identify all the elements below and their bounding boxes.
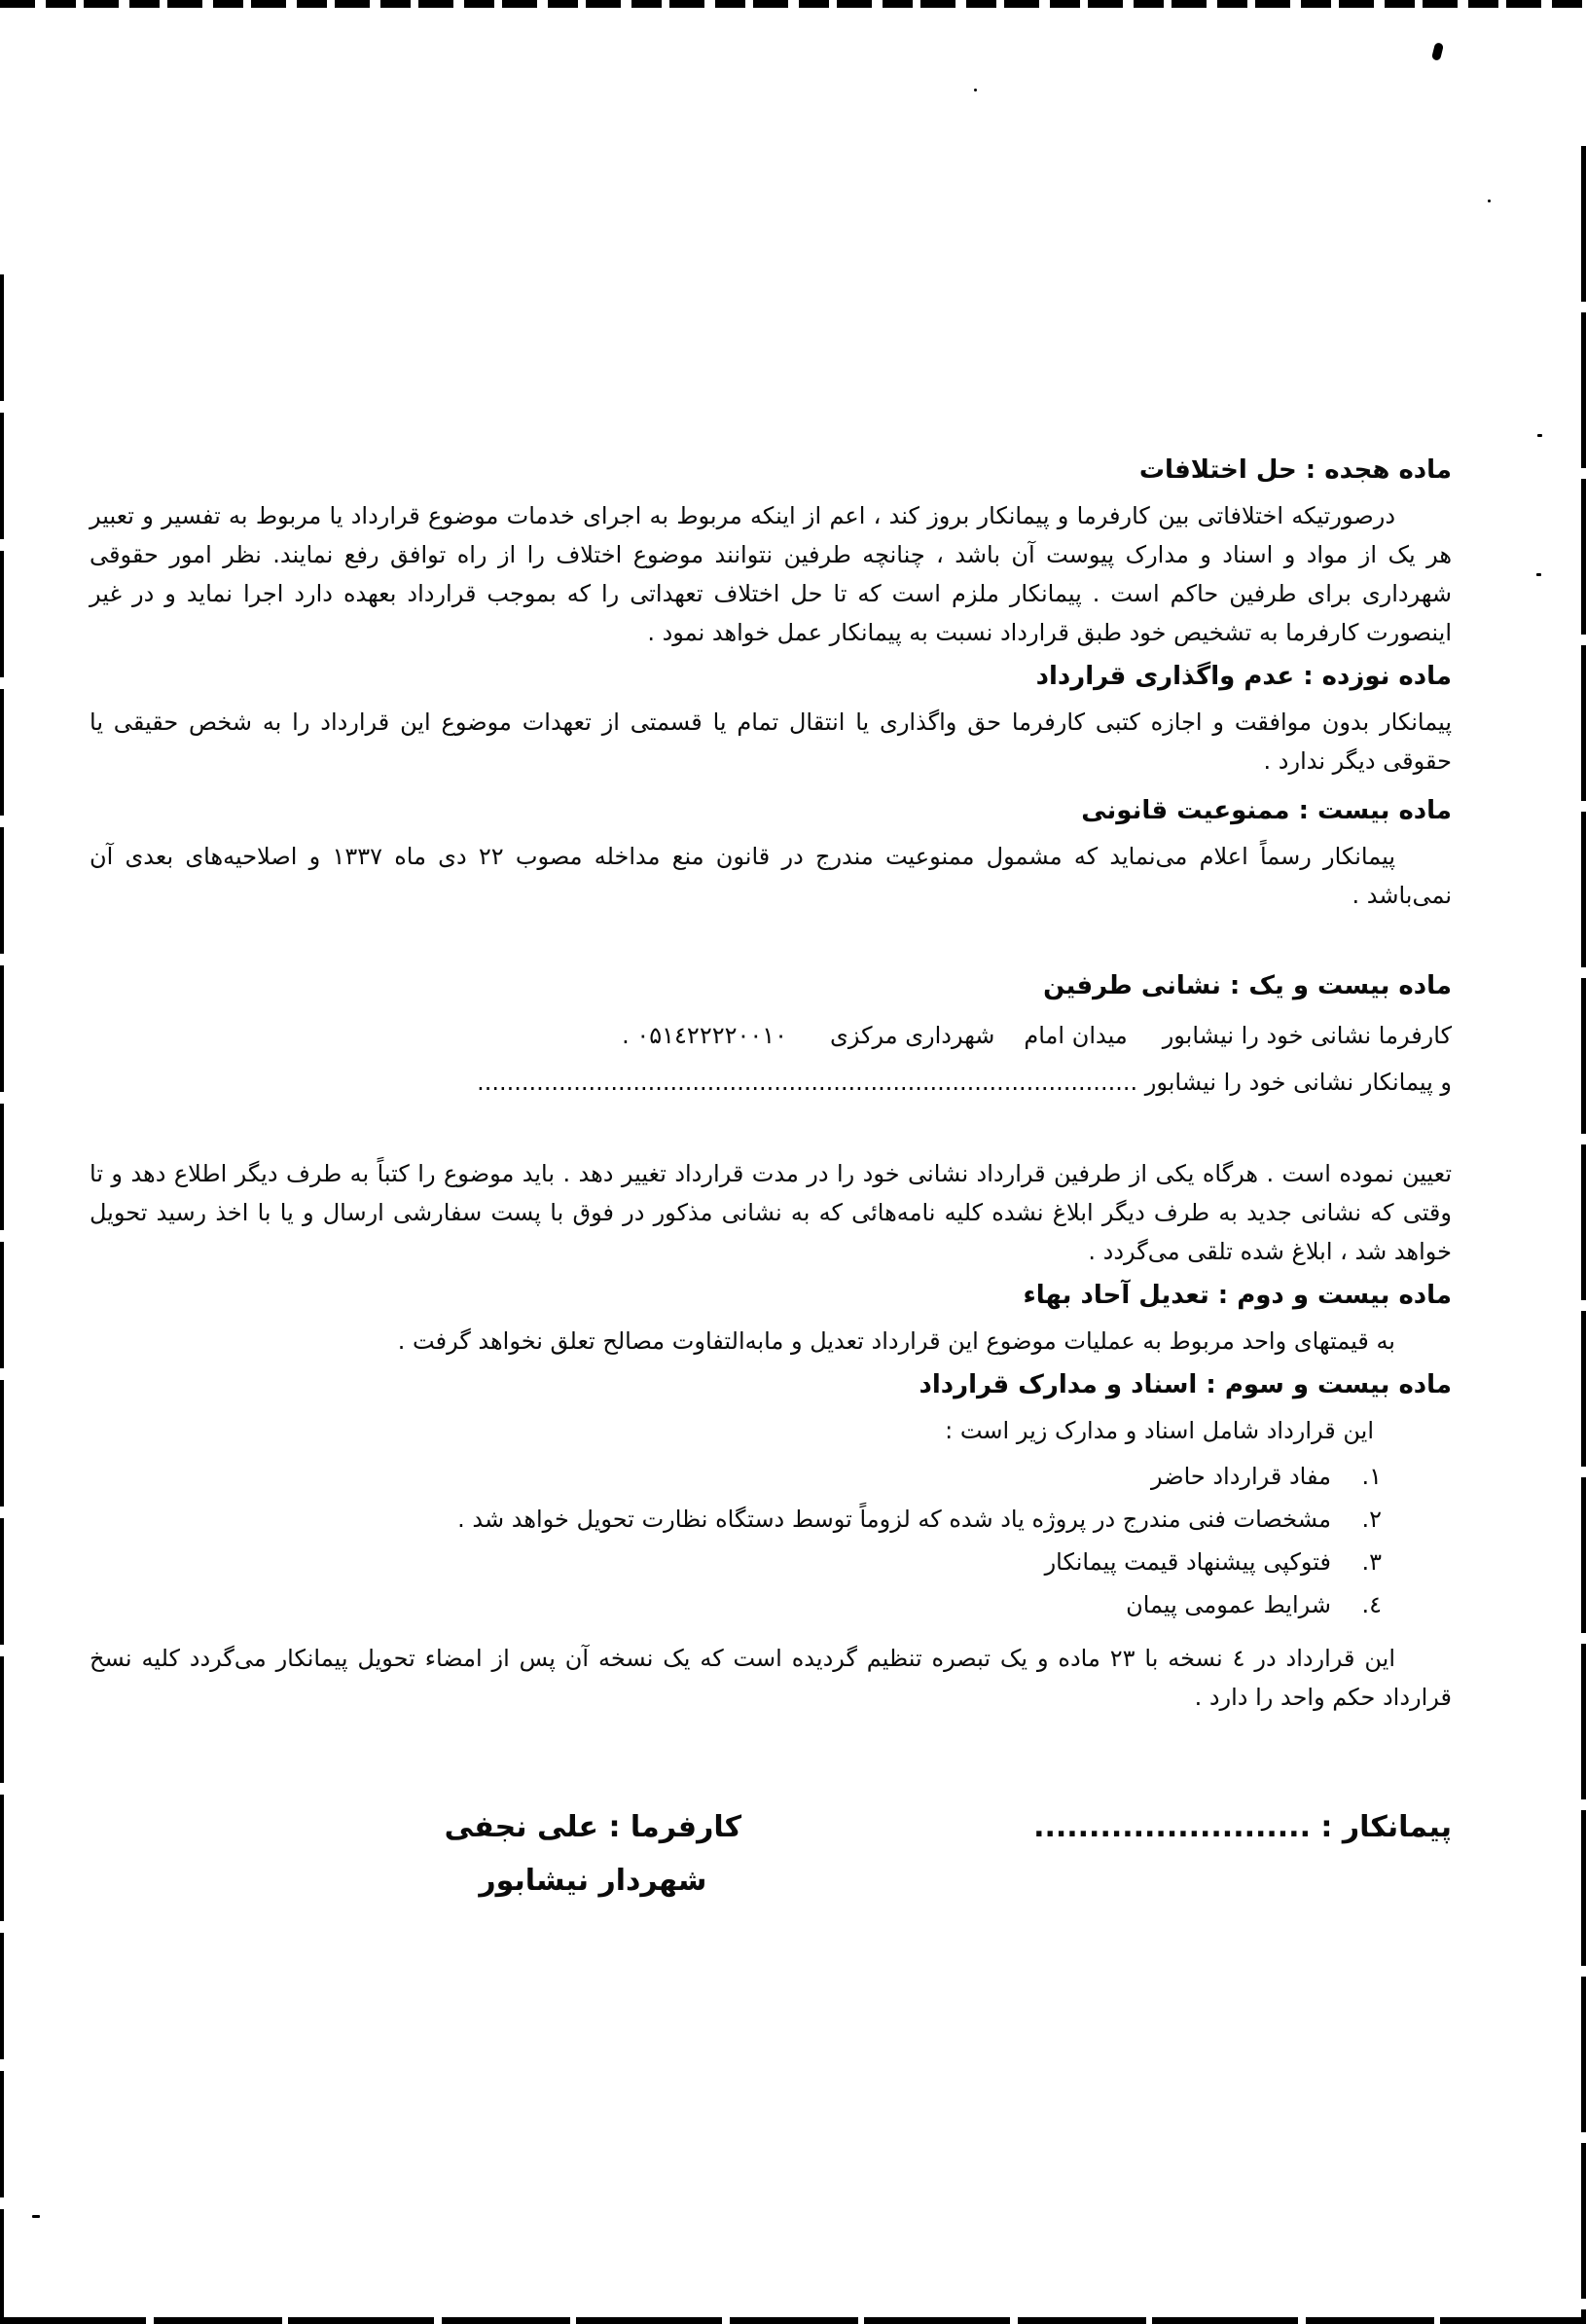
scan-speck bbox=[1431, 42, 1444, 61]
contract-documents-list bbox=[90, 1456, 1452, 1625]
article-21-heading: ماده بیست و یک : نشانی طرفین bbox=[1043, 971, 1452, 1000]
article-20-heading: ماده بیست : ممنوعیت قانونی bbox=[1081, 796, 1452, 825]
scan-speck bbox=[1537, 434, 1542, 437]
article-18-heading: ماده هجده : حل اختلافات bbox=[1138, 455, 1452, 485]
employer-signature-title: شهردار نیشابور bbox=[479, 1864, 707, 1898]
list-item-text: مفاد قرارداد حاضر bbox=[1150, 1463, 1331, 1490]
scan-edge-top bbox=[0, 0, 1586, 8]
article-22-body: به قیمتهای واحد مربوط به عملیات موضوع این قرارداد تعدیل و مابه‌التفاوت مصالح تعلق نخواهد گرفت . bbox=[397, 1327, 1395, 1355]
employer-phone-number: ۰۵۱٤۲۲۲۲۰۰۱۰ . bbox=[622, 1022, 788, 1049]
article-23-heading: ماده بیست و سوم : اسناد و مدارک قرارداد bbox=[919, 1370, 1452, 1399]
employer-signature-block bbox=[445, 1810, 741, 1898]
employer-address-office: شهرداری مرکزی bbox=[830, 1022, 995, 1049]
employer-address-square: میدان امام bbox=[1024, 1022, 1128, 1049]
closing-paragraph: این قرارداد در ٤ نسخه با ۲۳ ماده و یک تبصره تنظیم گردیده است که یک نسخه آن پس از امضاء تحویل پیمانکار می‌گردد کلیه نسخ قرارداد حکم واحد را دارد . bbox=[90, 1645, 1452, 1711]
article-18-body: درصورتیکه اختلافاتی بین کارفرما و پیمانکار بروز کند ، اعم از اینکه مربوط به اجرای خدمات موضوع قرارداد یا مربوط به تفسیر و تعبیر هر یک از مواد و اسناد و مدارک پیوست آن باشد ، چنانچه طرفین نتوانند موضوع اختلاف را از راه توافق رفع نمایند. نظر امور حقوقی شهرداری برای طرفین حاکم است . پیمانکار ملزم است که تا حل اختلاف تعهداتی را که بموجب قرارداد بعهده دارد اجرا نماید و در غیر اینصورت کارفرما به تشخیص خود طبق قرارداد نسبت به پیمانکار عمل خواهد نمود . bbox=[90, 502, 1452, 646]
scan-speck bbox=[32, 2215, 40, 2218]
signature-row bbox=[90, 1810, 1452, 1898]
document-body bbox=[90, 454, 1452, 1898]
employer-signature-name: کارفرما : علی نجفی bbox=[444, 1810, 742, 1844]
article-19-heading: ماده نوزده : عدم واگذاری قرارداد bbox=[1035, 662, 1452, 691]
list-item bbox=[90, 1584, 1382, 1625]
contractor-address-blank: ......................................................................................... bbox=[477, 1069, 1138, 1096]
list-item bbox=[90, 1542, 1382, 1582]
contractor-signature-line: پیمانکار : ......................... bbox=[1033, 1810, 1452, 1844]
employer-address-text: کارفرما نشانی خود را نیشابور bbox=[1162, 1022, 1452, 1049]
scan-edge-left bbox=[0, 274, 4, 2324]
scan-speck bbox=[974, 89, 977, 91]
employer-address-line bbox=[90, 1012, 1452, 1059]
article-22-heading: ماده بیست و دوم : تعدیل آحاد بهاء bbox=[1023, 1281, 1452, 1310]
article-20-body: پیمانکار رسماً اعلام می‌نماید که مشمول ممنوعیت مندرج در قانون منع مداخله مصوب ۲۲ دی ماه ۱۳۳۷ و اصلاحیه‌های بعدی آن نمی‌باشد . bbox=[90, 843, 1452, 909]
scan-edge-right bbox=[1581, 146, 1586, 2324]
list-item-number: ۱. bbox=[1361, 1463, 1382, 1490]
contractor-address-text: و پیمانکار نشانی خود را نیشابور bbox=[1144, 1069, 1452, 1096]
list-item-text: فتوکپی پیشنهاد قیمت پیمانکار bbox=[1044, 1548, 1331, 1576]
list-item-number: ۳. bbox=[1361, 1548, 1382, 1576]
list-item-number: ٤. bbox=[1361, 1591, 1382, 1618]
scan-speck bbox=[1536, 573, 1541, 576]
list-item bbox=[90, 1456, 1382, 1497]
article-19-body: پیمانکار بدون موافقت و اجازه کتبی کارفرما حق واگذاری یا انتقال تمام یا قسمتی از تعهدات موضوع این قرارداد را به شخص حقیقی یا حقوقی دیگر ندارد . bbox=[90, 708, 1452, 775]
article-23-intro: این قرارداد شامل اسناد و مدارک زیر است : bbox=[945, 1417, 1374, 1444]
article-21-continuation: تعیین نموده است . هرگاه یکی از طرفین قرارداد نشانی خود را در مدت قرارداد تغییر دهد . باید موضوع را کتباً به طرف دیگر اطلاع دهد و تا وقتی که نشانی جدید به طرف دیگر ابلاغ نشده کلیه نامه‌هائی که به نشانی مذکور در فوق با پست سفارشی ارسال و یا با اخذ رسید تحویل خواهد شد ، ابلاغ شده تلقی می‌گردد . bbox=[90, 1160, 1452, 1265]
list-item bbox=[90, 1499, 1382, 1540]
contractor-address-line bbox=[90, 1059, 1452, 1106]
list-item-number: ۲. bbox=[1361, 1506, 1382, 1533]
list-item-text: شرایط عمومی پیمان bbox=[1126, 1591, 1331, 1618]
scan-speck bbox=[1488, 200, 1491, 202]
scan-edge-bottom bbox=[0, 2317, 1586, 2324]
list-item-text: مشخصات فنی مندرج در پروژه یاد شده که لزوماً توسط دستگاه نظارت تحویل خواهد شد . bbox=[457, 1506, 1331, 1533]
